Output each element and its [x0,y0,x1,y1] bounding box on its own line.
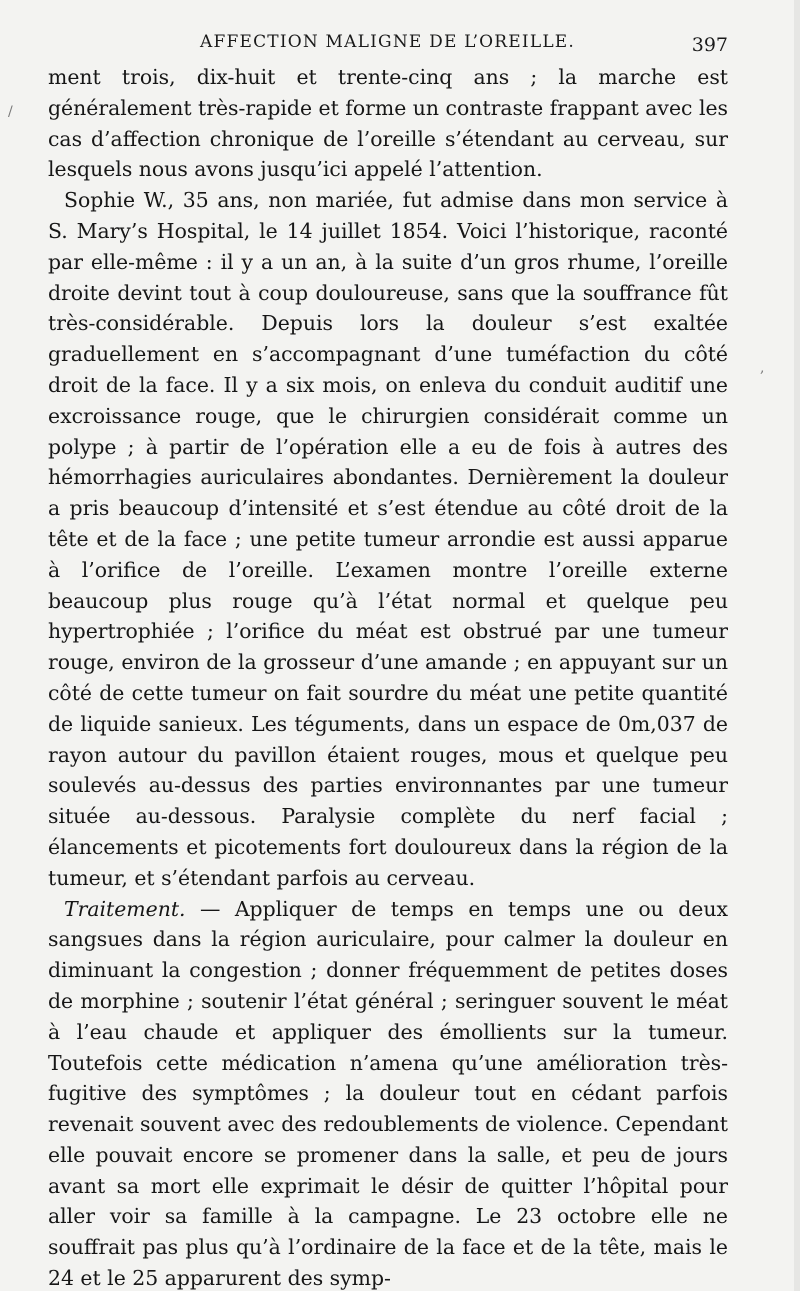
paragraph-3 [48,894,728,1294]
paragraph-2: Sophie W., 35 ans, non mariée, fut admise dans mon service à S. Mary’s Hospital, le 14 juillet 1854. Voici l’historique, raconté par elle-même : il y a un an, à la suite d’un gros rhume, l’oreille droite devint tout à coup douloureuse, sans que la souffrance fût très-considérable. Depuis lors la douleur s’est exaltée graduellement en s’accompagnant d’une tuméfaction du côté droit de la face. Il y a six mois, on enleva du conduit auditif une excroissance rouge, que le chirurgien considérait comme un polype ; à partir de l’opération elle a eu de fois à autres des hémorrhagies auriculaires abondantes. Dernièrement la douleur a pris beaucoup d’intensité et s’est étendue au côté droit de la tête et de la face ; une petite tumeur arrondie est aussi apparue à l’orifice de l’oreille. L’examen montre l’oreille externe beaucoup plus rouge qu’à l’état normal et quelque peu hypertrophiée ; l’orifice du méat est obstrué par une tumeur rouge, environ de la grosseur d’une amande ; en appuyant sur un côté de cette tumeur on fait sourdre du méat une petite quantité de liquide sanieux. Les téguments, dans un espace de 0m,037 de rayon autour du pavillon étaient rouges, mous et quelque peu soulevés au-dessus des parties environnantes par une tumeur située au-dessous. Paralysie complète du nerf facial ; élancements et picotements fort douloureux dans la région de la tumeur, et s’étendant parfois au cerveau. [48,188,728,890]
margin-dot-mark: , [760,360,765,376]
body-text [48,62,728,1294]
paragraph-1: ment trois, dix-huit et trente-cinq ans ; la marche est généralement très-rapide et forme un contraste frappant avec les cas d’affection chronique de l’oreille s’étendant au cerveau, sur lesquels nous avons jusqu’ici appelé l’attention. [48,65,728,182]
running-title: AFFECTION MALIGNE DE L’OREILLE. [200,32,576,52]
page-number: 397 [691,34,728,56]
page-header [48,28,728,58]
treatment-text: — Appliquer de temps en temps une ou deux sangsues dans la région auriculaire, pour calmer la douleur en diminuant la congestion ; donner fréquemment de petites doses de morphine ; soutenir l’état général ; seringuer souvent le méat à l’eau chaude et appliquer des émollients sur la tumeur. Toutefois cette médication n’amena qu’une amélioration très-fugitive des symptômes ; la douleur tout en cédant parfois revenait souvent avec des redoublements de violence. Cependant elle pouvait encore se promener dans la salle, et peu de jours avant sa mort elle exprimait le désir de quitter l’hôpital pour aller voir sa famille à la campagne. Le 23 octobre elle ne souffrait pas plus qu’à l’ordinaire de la face et de la tête, mais le 24 et le 25 apparurent des symp- [48,896,728,1291]
treatment-label: Traitement. [64,896,186,921]
margin-tick-mark: / [8,104,13,120]
